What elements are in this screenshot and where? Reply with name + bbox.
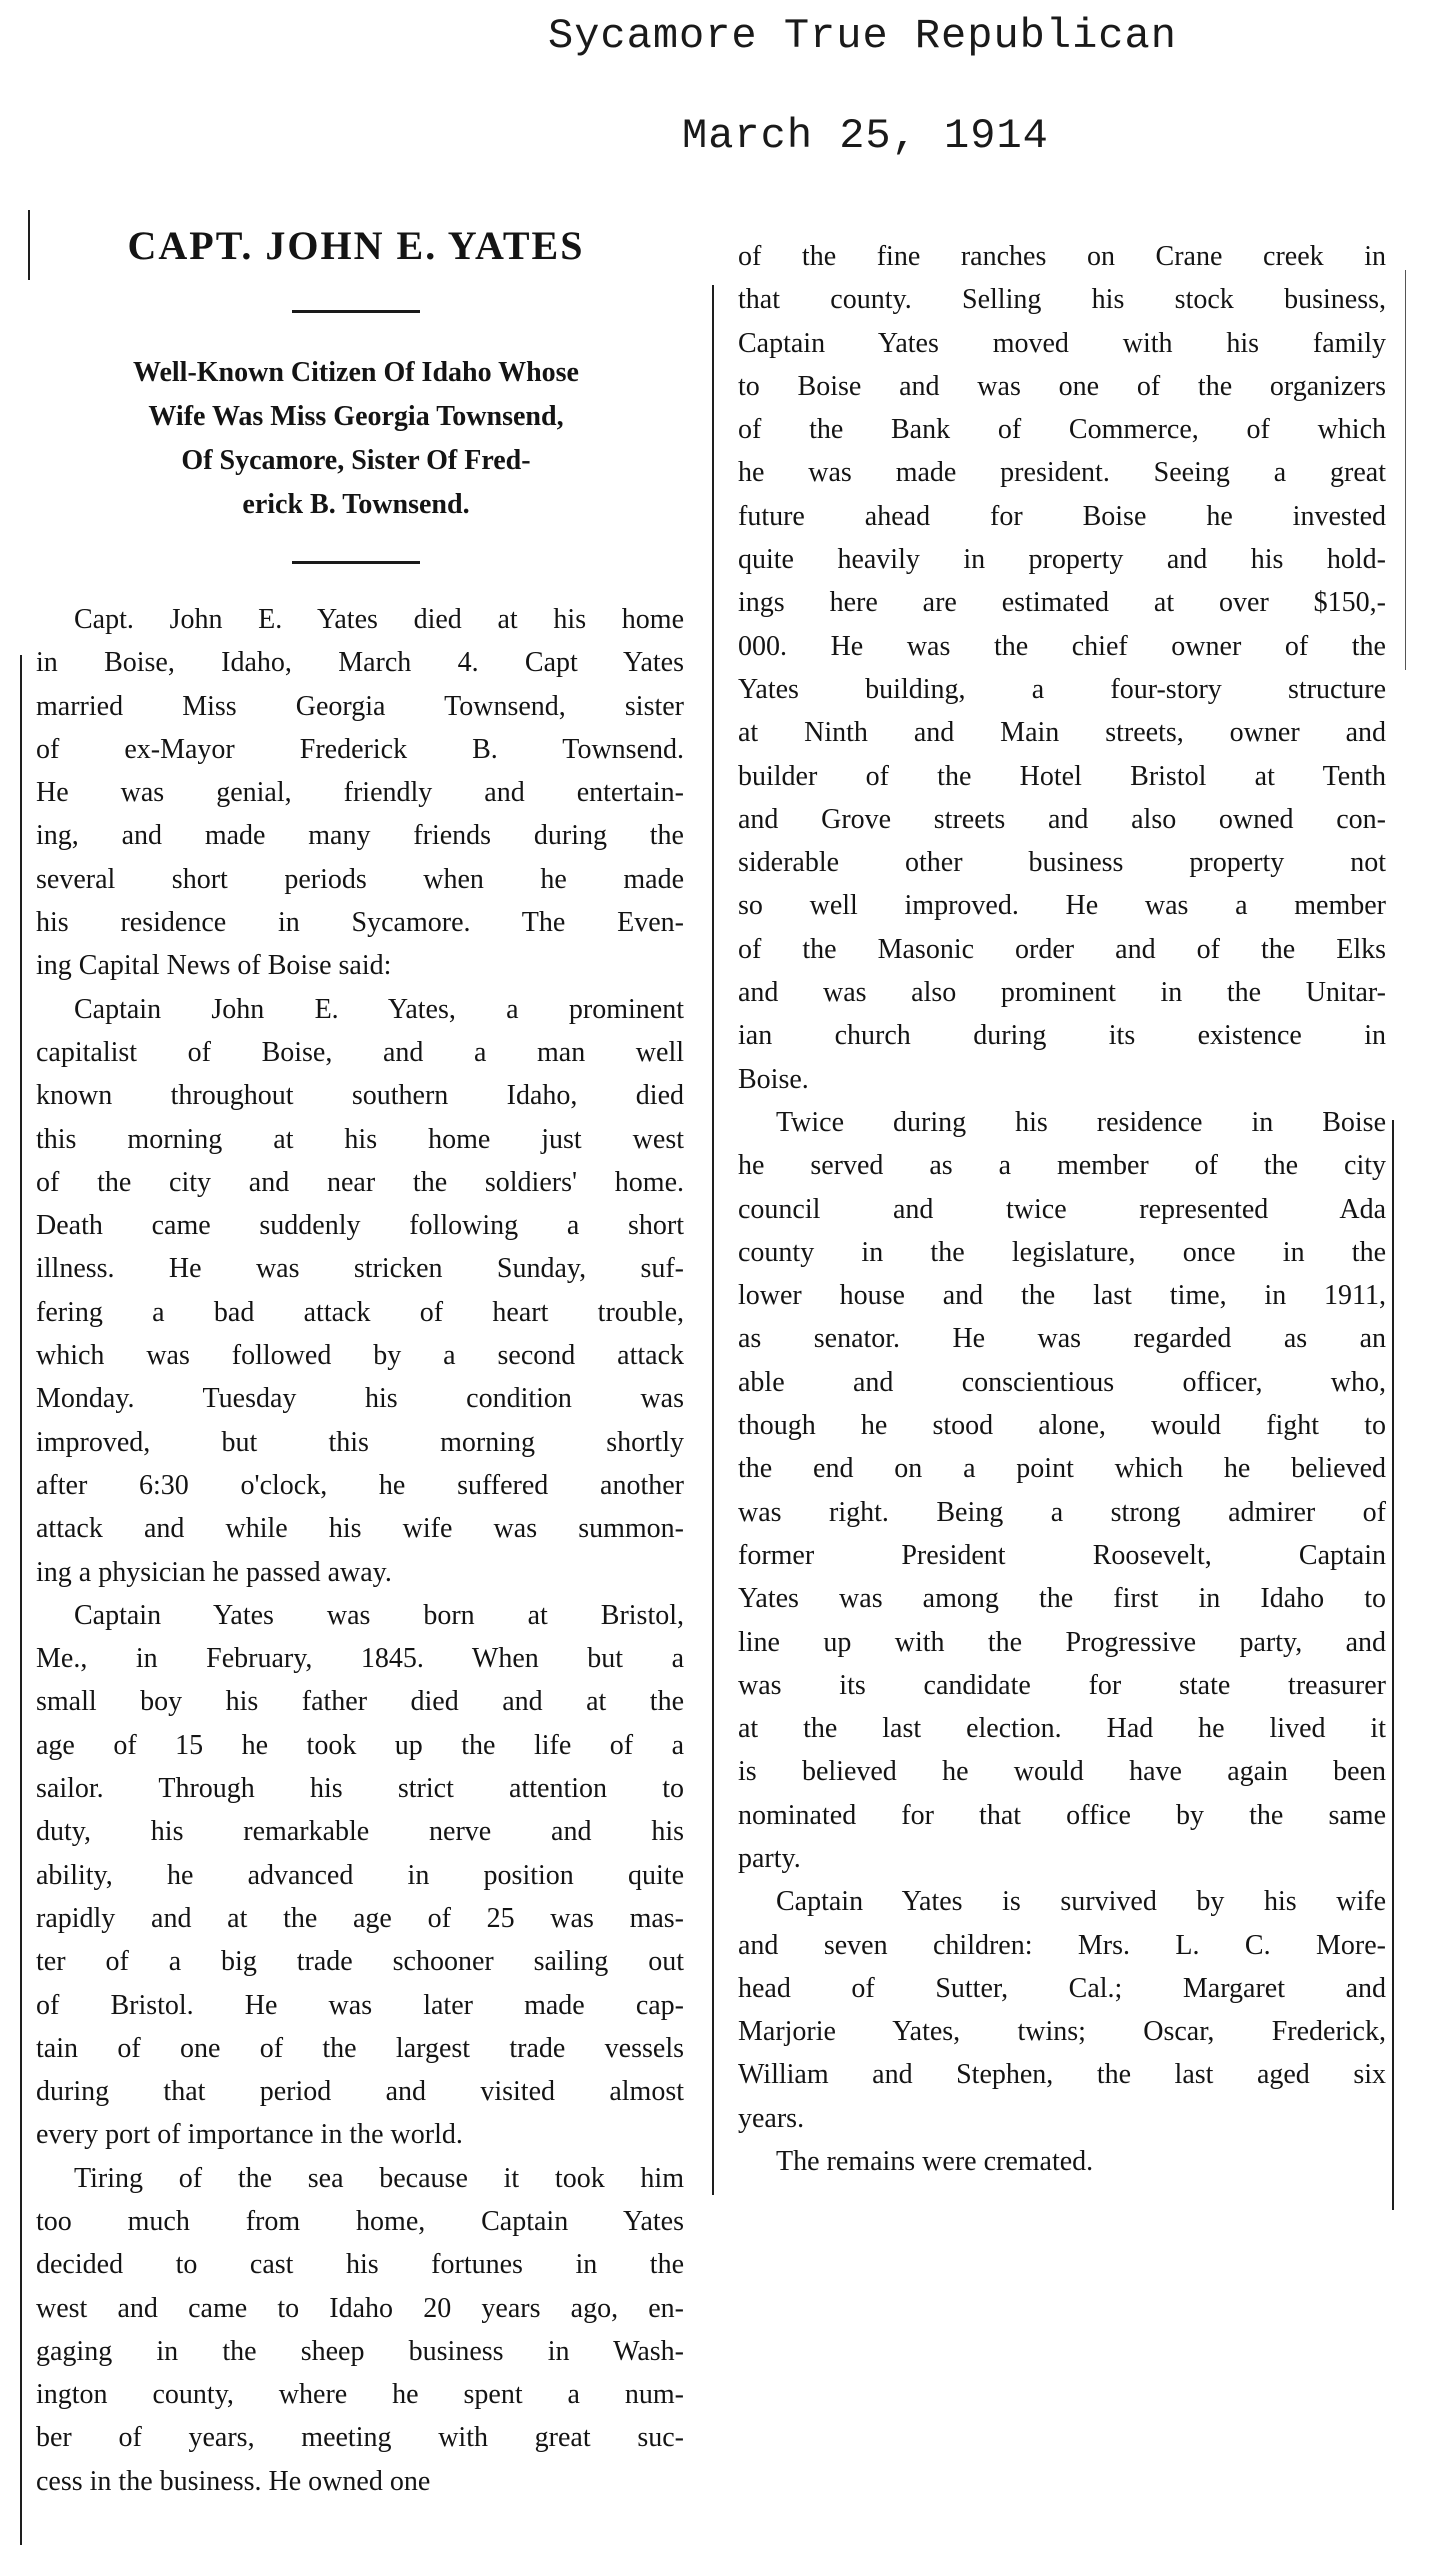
text-line: every port of importance in the world. — [36, 2119, 463, 2151]
text-line: Twice during his residence in Boise — [776, 1106, 1386, 1138]
text-line: ing a physician he passed away. — [36, 1556, 392, 1588]
text-line: Captain Yates was born at Bristol, — [74, 1599, 684, 1631]
text-line: former President Roosevelt, Captain — [738, 1539, 1386, 1571]
text-line: of the fine ranches on Crane creek in — [738, 241, 1386, 272]
text-line: after 6:30 o'clock, he suffered another — [36, 1469, 684, 1501]
article-paragraph — [36, 988, 684, 1594]
text-line: too much from home, Captain Yates — [36, 2205, 684, 2237]
text-line: though he stood alone, would fight to — [738, 1410, 1386, 1442]
text-line: known throughout southern Idaho, died — [36, 1080, 684, 1112]
text-line: of the city and near the soldiers' home. — [36, 1166, 684, 1198]
text-line: The remains were cremated. — [776, 2146, 1094, 2178]
text-line: He was genial, friendly and entertain- — [36, 777, 684, 809]
text-line: county in the legislature, once in the — [738, 1236, 1386, 1268]
article-body-right — [724, 235, 1392, 2183]
text-line: and seven children: Mrs. L. C. More- — [738, 1929, 1386, 1961]
text-line: Tiring of the sea because it took him — [74, 2162, 684, 2194]
text-line: and was also prominent in the Unitar- — [738, 977, 1386, 1009]
text-line: ability, he advanced in position quite — [36, 1859, 684, 1891]
article-paragraph — [36, 2157, 684, 2503]
text-line: of Bristol. He was later made cap- — [36, 1989, 684, 2021]
headline-rule — [292, 310, 420, 313]
text-line: was its candidate for state treasurer — [738, 1669, 1386, 1701]
text-line: at Ninth and Main streets, owner and — [738, 717, 1386, 749]
text-line: Yates was among the first in Idaho to — [738, 1583, 1386, 1615]
text-line: Boise. — [738, 1063, 809, 1095]
column-rule — [1392, 1120, 1394, 2210]
article-left-column — [22, 200, 690, 2503]
text-line: is believed he would have again been — [738, 1756, 1386, 1788]
text-line: at the last election. Had he lived it — [738, 1713, 1386, 1745]
publication-date: March 25, 1914 — [682, 112, 1049, 160]
text-line: gaging in the sheep business in Wash- — [36, 2335, 684, 2367]
text-line: attack and while his wife was summon- — [36, 1513, 684, 1545]
text-line: Capt. John E. Yates died at his home — [74, 604, 684, 635]
text-line: capitalist of Boise, and a man well — [36, 1036, 684, 1068]
text-line: years. — [738, 2102, 805, 2134]
text-line: duty, his remarkable nerve and his — [36, 1816, 684, 1848]
text-line: in Boise, Idaho, March 4. Capt Yates — [36, 647, 684, 679]
text-line: small boy his father died and at the — [36, 1686, 684, 1718]
article-right-column — [724, 235, 1392, 2183]
text-line: ber of years, meeting with great suc- — [36, 2422, 684, 2454]
text-line: so well improved. He was a member — [738, 890, 1386, 922]
text-line: he was made president. Seeing a great — [738, 457, 1386, 489]
text-line: ington county, where he spent a num- — [36, 2379, 684, 2411]
text-line: of ex-Mayor Frederick B. Townsend. — [36, 733, 684, 765]
text-line: Captain Yates moved with his family — [738, 327, 1386, 359]
text-line: tain of one of the largest trade vessels — [36, 2032, 684, 2064]
text-line: which was followed by a second attack — [36, 1340, 684, 1372]
text-line: Captain Yates is survived by his wife — [776, 1886, 1386, 1918]
deck-rule — [292, 561, 420, 564]
deck-line: Well-Known Citizen Of Idaho Whose — [133, 357, 579, 388]
text-line: ter of a big trade schooner sailing out — [36, 1946, 684, 1978]
text-line: ing, and made many friends during the — [36, 820, 684, 852]
article-paragraph — [738, 1880, 1386, 2140]
article-paragraph — [36, 1594, 684, 2157]
text-line: Yates building, a four-story structure — [738, 673, 1386, 705]
text-line: cess in the business. He owned one — [36, 2465, 431, 2497]
text-line: sailor. Through his strict attention to — [36, 1773, 684, 1805]
text-line: line up with the Progressive party, and — [738, 1626, 1386, 1658]
text-line: and Grove streets and also owned con- — [738, 803, 1386, 835]
text-line: illness. He was stricken Sunday, suf- — [36, 1253, 684, 1285]
text-line: future ahead for Boise he invested — [738, 500, 1386, 532]
text-line: Marjorie Yates, twins; Oscar, Frederick, — [738, 2016, 1386, 2048]
article-body-left — [22, 598, 690, 2503]
text-line: as senator. He was regarded as an — [738, 1323, 1386, 1355]
text-line: lower house and the last time, in 1911, — [738, 1280, 1386, 1312]
article-paragraph — [738, 2140, 1386, 2183]
text-line: head of Sutter, Cal.; Margaret and — [738, 1972, 1386, 2004]
deck-line: Wife Was Miss Georgia Townsend, — [148, 401, 564, 432]
text-line: west and came to Idaho 20 years ago, en- — [36, 2292, 684, 2324]
newspaper-name: Sycamore True Republican — [548, 12, 1177, 60]
text-line: was right. Being a strong admirer of — [738, 1496, 1386, 1528]
text-line: Death came suddenly following a short — [36, 1210, 684, 1242]
text-line: married Miss Georgia Townsend, sister — [36, 690, 684, 722]
text-line: several short periods when he made — [36, 863, 684, 895]
text-line: siderable other business property not — [738, 847, 1386, 879]
deck-line: Of Sycamore, Sister Of Fred- — [181, 445, 531, 476]
text-line: fering a bad attack of heart trouble, — [36, 1296, 684, 1328]
text-line: during that period and visited almost — [36, 2076, 684, 2108]
text-line: rapidly and at the age of 25 was mas- — [36, 1902, 684, 1934]
text-line: nominated for that office by the same — [738, 1799, 1386, 1831]
text-line: party. — [738, 1842, 801, 1874]
article-headline: CAPT. JOHN E. YATES — [127, 223, 585, 268]
article-paragraph — [36, 598, 684, 988]
column-rule — [1405, 270, 1406, 670]
column-divider — [712, 285, 714, 2195]
text-line: ings here are estimated at over $150,- — [738, 587, 1386, 619]
text-line: William and Stephen, the last aged six — [738, 2059, 1386, 2091]
text-line: Me., in February, 1845. When but a — [36, 1643, 684, 1675]
text-line: that county. Selling his stock business, — [738, 284, 1386, 316]
deck-line: erick B. Townsend. — [242, 489, 470, 520]
text-line: decided to cast his fortunes in the — [36, 2249, 684, 2281]
text-line: this morning at his home just west — [36, 1123, 684, 1155]
article-deck — [22, 351, 690, 527]
text-line: council and twice represented Ada — [738, 1193, 1386, 1225]
text-line: able and conscientious officer, who, — [738, 1366, 1386, 1398]
text-line: Captain John E. Yates, a prominent — [74, 993, 684, 1025]
text-line: his residence in Sycamore. The Even- — [36, 907, 684, 939]
text-line: of the Bank of Commerce, of which — [738, 414, 1386, 446]
text-line: he served as a member of the city — [738, 1150, 1386, 1182]
text-line: ian church during its existence in — [738, 1020, 1386, 1052]
article-paragraph — [738, 1101, 1386, 1880]
text-line: ing Capital News of Boise said: — [36, 950, 392, 982]
text-line: quite heavily in property and his hold- — [738, 544, 1386, 576]
text-line: age of 15 he took up the life of a — [36, 1729, 684, 1761]
text-line: 000. He was the chief owner of the — [738, 630, 1386, 662]
text-line: of the Masonic order and of the Elks — [738, 933, 1386, 965]
text-line: Monday. Tuesday his condition was — [36, 1383, 684, 1415]
text-line: to Boise and was one of the organizers — [738, 370, 1386, 402]
text-line: improved, but this morning shortly — [36, 1426, 684, 1458]
article-paragraph — [738, 235, 1386, 1101]
text-line: the end on a point which he believed — [738, 1453, 1386, 1485]
text-line: builder of the Hotel Bristol at Tenth — [738, 760, 1386, 792]
